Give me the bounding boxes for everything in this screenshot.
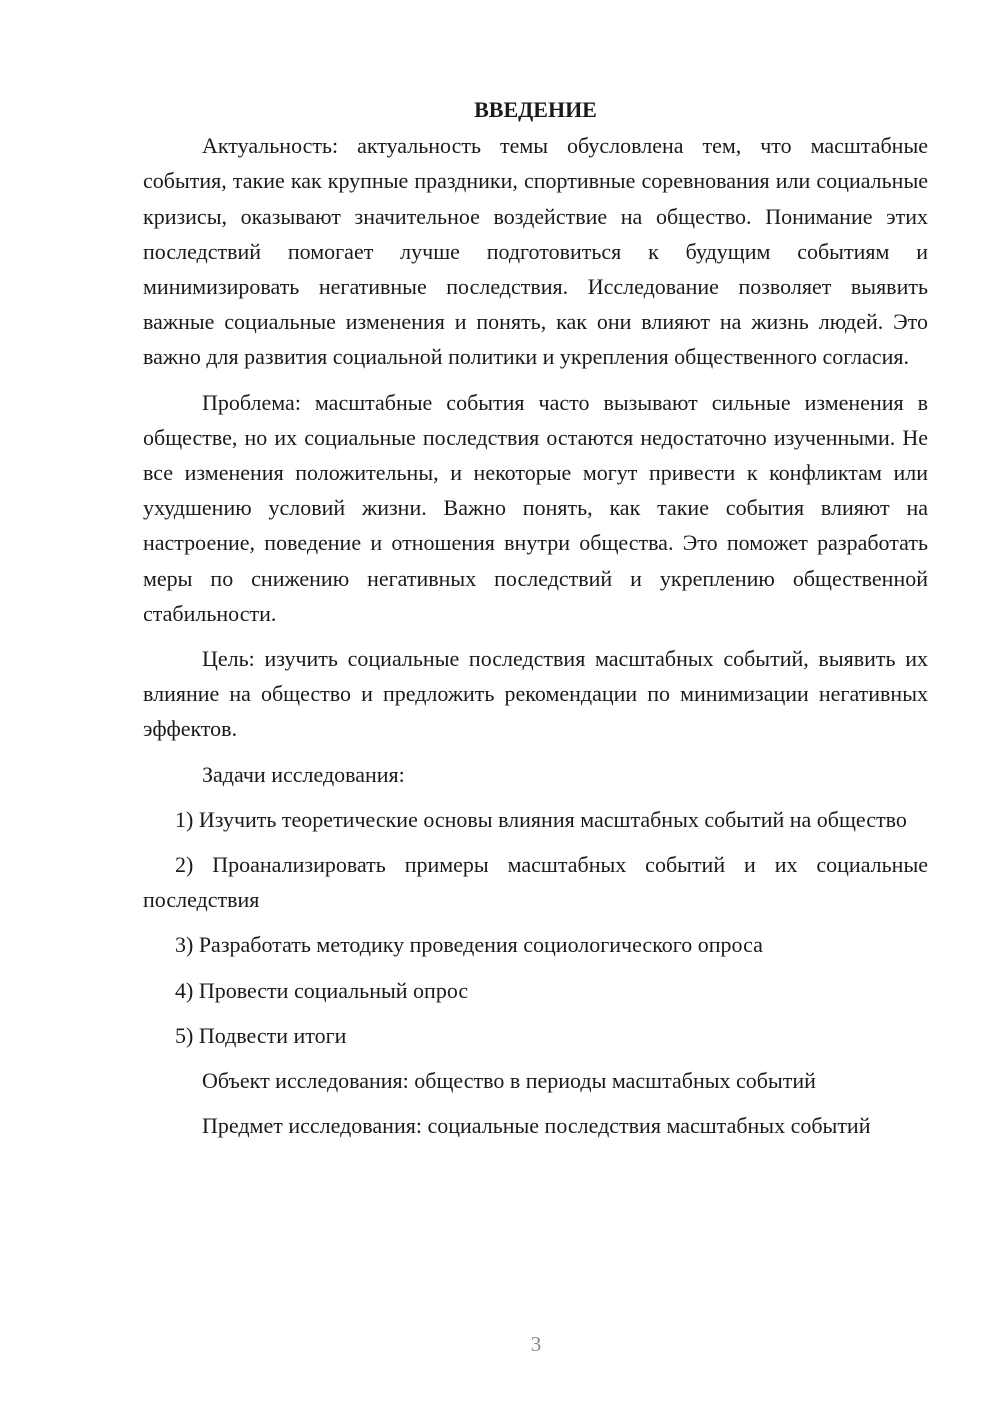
task-item-1: 1) Изучить теоретические основы влияния масштабных событий на общество	[175, 806, 907, 832]
research-object-paragraph: Объект исследования: общество в периоды масштабных событий	[202, 1068, 816, 1094]
tasks-heading: Задачи исследования:	[202, 761, 405, 787]
research-subject-paragraph: Предмет исследования: социальные последствия масштабных событий	[202, 1113, 871, 1139]
page-content	[143, 92, 928, 1153]
task-item-3: 3) Разработать методику проведения социологического опроса	[175, 932, 763, 958]
task-item-5: 5) Подвести итоги	[175, 1022, 347, 1048]
task-item-2: 2) Проанализировать примеры масштабных событий и их социальные последствия	[143, 852, 928, 913]
goal-paragraph: Цель: изучить социальные последствия масштабных событий, выявить их влияние на общество и предложить рекомендации по минимизации негативных эффектов.	[143, 646, 928, 742]
page-title: ВВЕДЕНИЕ	[474, 97, 597, 122]
relevance-paragraph: Актуальность: актуальность темы обусловлена тем, что масштабные события, такие как крупные праздники, спортивные соревнования или социальные кризисы, оказывают значительное воздействие на общество. Понимание этих последствий помогает лучше подготовиться к будущим событиям и минимизировать негативные последствия. Исследование позволяет выявить важные социальные изменения и понять, как они влияют на жизнь людей. Это важно для развития социальной политики и укрепления общественного согласия.	[143, 133, 928, 370]
page-number: 3	[530, 1332, 542, 1356]
problem-paragraph: Проблема: масштабные события часто вызывают сильные изменения в обществе, но их социальные последствия остаются недостаточно изученными. Не все изменения положительны, и некоторые могут привести к конфликтам или ухудшению условий жизни. Важно понять, как такие события влияют на настроение, поведение и отношения внутри общества. Это поможет разработать меры по снижению негативных последствий и укреплению общественной стабильности.	[143, 389, 928, 626]
task-item-4: 4) Провести социальный опрос	[175, 977, 469, 1003]
